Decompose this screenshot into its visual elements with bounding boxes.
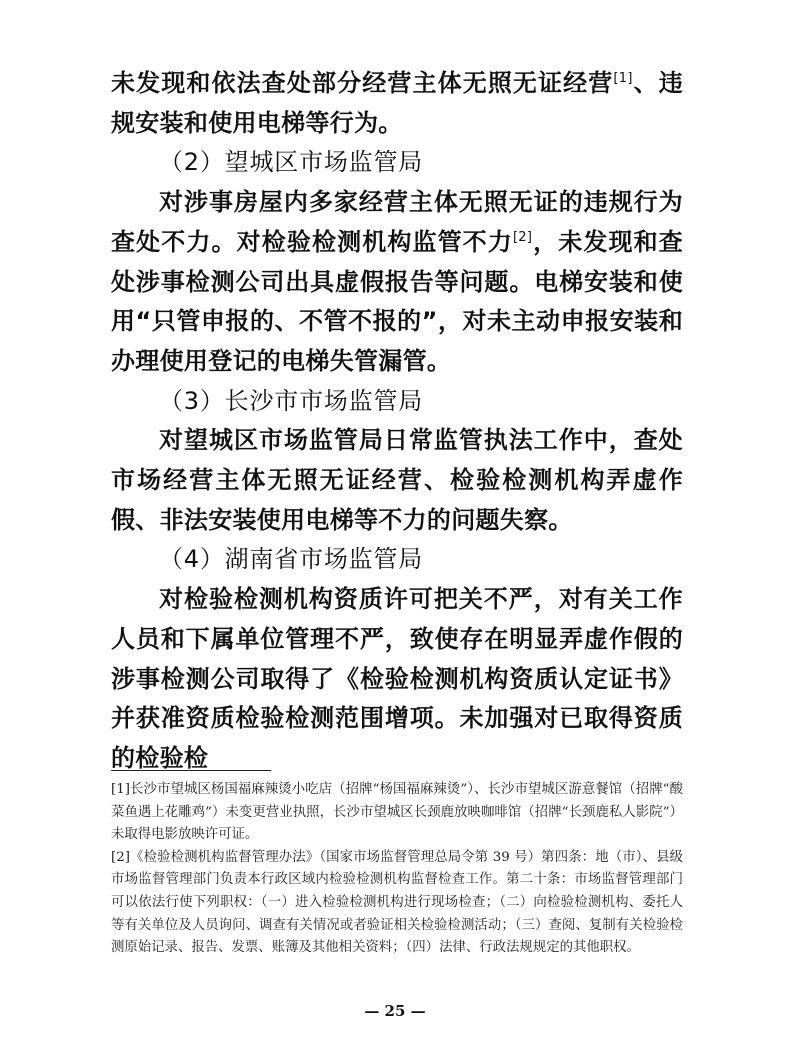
paragraph-1 (111, 64, 683, 143)
paragraph-2 (111, 183, 683, 382)
footnote-divider (111, 770, 271, 771)
section-heading-2: （2）望城区市场监管局 (159, 148, 424, 177)
section-heading-3: （3）长沙市市场监管局 (159, 386, 424, 415)
page-number: — 25 — (364, 1002, 426, 1020)
section-heading-4: （4）湖南省市场监管局 (159, 545, 424, 574)
paragraph-4: 对检验检测机构资质许可把关不严，对有关工作人员和下属单位管理不严，致使存在明显弄虚作假的涉事检测公司取得了《检验检测机构资质认定证书》并获准资质检验检测范围增项。未加强对已取得资质的检验检 (111, 585, 683, 772)
paragraph-1-text-a: 未发现和依法查处部分经营主体无照无证经营 (111, 69, 614, 97)
paragraph-1-text-b: 、违规安装和使用电梯等行为。 (111, 69, 683, 137)
footnotes (111, 779, 683, 960)
paragraph-2-text-b: ，未发现和查处涉事检测公司出具虚假报告等问题。电梯安装和使用“只管申报的、不管不报的”，对未主动申报安装和办理使用登记的电梯失管漏管。 (111, 227, 683, 375)
main-body-text (111, 64, 683, 779)
footnote-ref-2[interactable]: [2] (512, 229, 533, 245)
footnote-2: [2]《检验检测机构监督管理办法》（国家市场监督管理总局令第 39 号）第四条：地（市）、县级市场监督管理部门负责本行政区域内检验检测机构监督检查工作。第二十条：市场监督管理部门可以依法行使下列职权：（一）进入检验检测机构进行现场检查；（二）向检验检测机构、委托人等有关单位及人员询问、调查有关情况或者验证相关检验检测活动；（三）查阅、复制有关检验检测原始记录、报告、发票、账簿及其他相关资料；（四）法律、行政法规规定的其他职权。 (111, 849, 683, 956)
footnote-ref-1[interactable]: [1] (613, 71, 633, 86)
paragraph-2-text-a: 对涉事房屋内多家经营主体无照无证的违规行为查处不力。对检验检测机构监管不力 (111, 188, 683, 256)
footnote-1: [1]长沙市望城区杨国福麻辣烫小吃店（招牌“杨国福麻辣烫”）、长沙市望城区游意餐馆（招牌“酸菜鱼遇上花雕鸡”）未变更营业执照，长沙市望城区长颈鹿放映咖啡馆（招牌“长颈鹿私人影院”）未取得电影放映许可证。 (111, 782, 683, 843)
paragraph-3: 对望城区市场监管局日常监管执法工作中，查处市场经营主体无照无证经营、检验检测机构弄虚作假、非法安装使用电梯等不力的问题失察。 (111, 426, 683, 534)
